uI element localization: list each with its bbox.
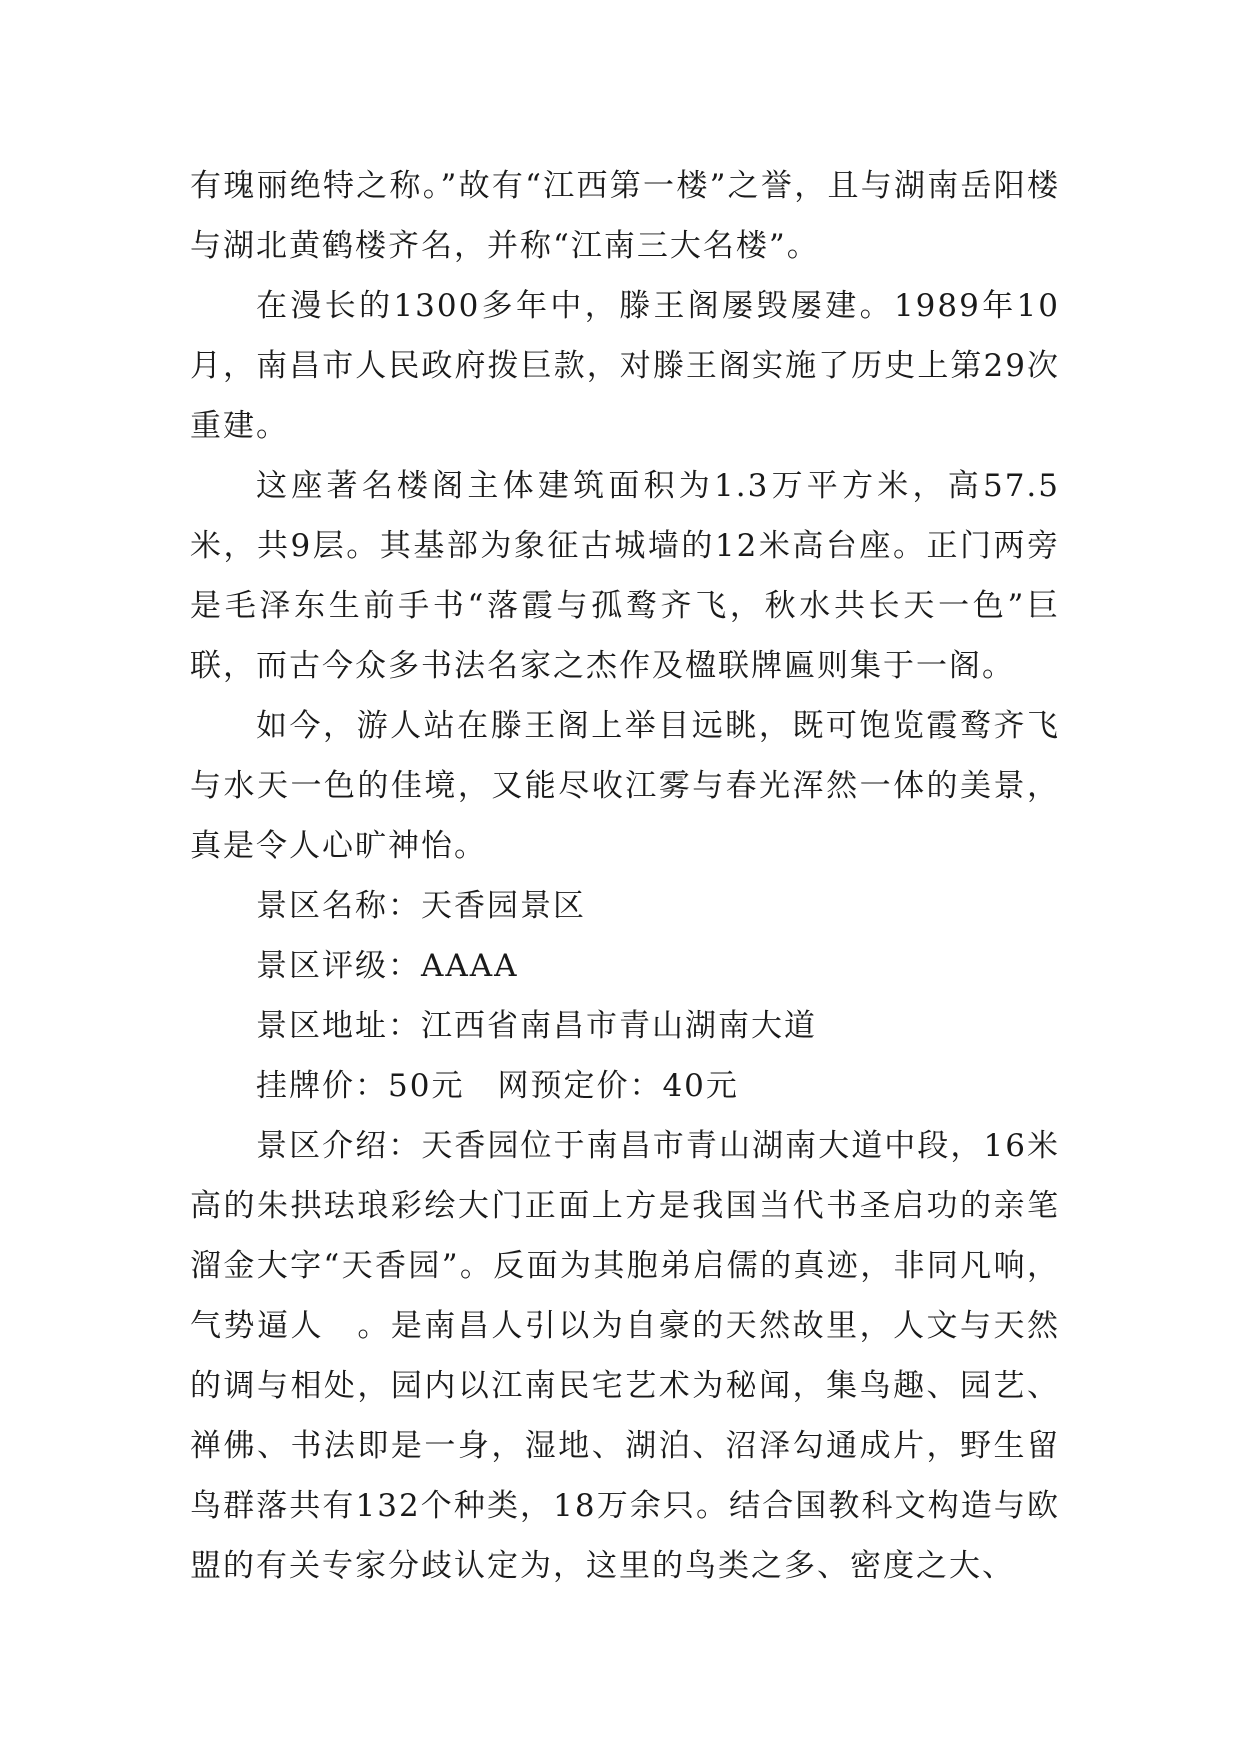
paragraph-tengwang-fame: 有瑰丽绝特之称。”故有“江西第一楼”之誉，且与湖南岳阳楼与湖北黄鹤楼齐名，并称“江南三大名楼”。 [190,168,1060,264]
scenic-rating-line: 景区评级：AAAA [256,948,519,984]
paragraph-tianxiang-intro: 景区介绍：天香园位于南昌市青山湖南大道中段，16米高的朱拱珐琅彩绘大门正面上方是我国当代书圣启功的亲笔溜金大字“天香园”。反面为其胞弟启儒的真迹，非同凡响，气势逼人 。是南昌人引以为自豪的天然故里，人文与天然的调与相处，园内以江南民宅艺术为秘闻，集鸟趣、园艺、禅佛、书法即是一身，湿地、湖泊、沼泽勾通成片，野生留鸟群落共有132个种类，18万余只。结合国教科文构造与欧盟的有关专家分歧认定为，这里的鸟类之多、密度之大、 [190,1128,1060,1584]
paragraph-tengwang-structure: 这座著名楼阁主体建筑面积为1.3万平方米，高57.5米，共9层。其基部为象征古城墙的12米高台座。正门两旁是毛泽东生前手书“落霞与孤鹜齐飞，秋水共长天一色”巨联，而古今众多书法名家之杰作及楹联牌匾则集于一阁。 [190,468,1060,684]
document-body [190,156,1060,1596]
scenic-address-line: 景区地址：江西省南昌市青山湖南大道 [256,1008,817,1044]
paragraph-tengwang-rebuild: 在漫长的1300多年中，滕王阁屡毁屡建。1989年10月，南昌市人民政府拨巨款，对滕王阁实施了历史上第29次重建。 [190,288,1060,444]
paragraph-tengwang-view: 如今，游人站在滕王阁上举目远眺，既可饱览霞鹜齐飞与水天一色的佳境，又能尽收江雾与春光浑然一体的美景，真是令人心旷神怡。 [190,708,1060,864]
scenic-price-line: 挂牌价：50元 网预定价：40元 [256,1068,739,1104]
scenic-name-line: 景区名称：天香园景区 [256,888,586,924]
